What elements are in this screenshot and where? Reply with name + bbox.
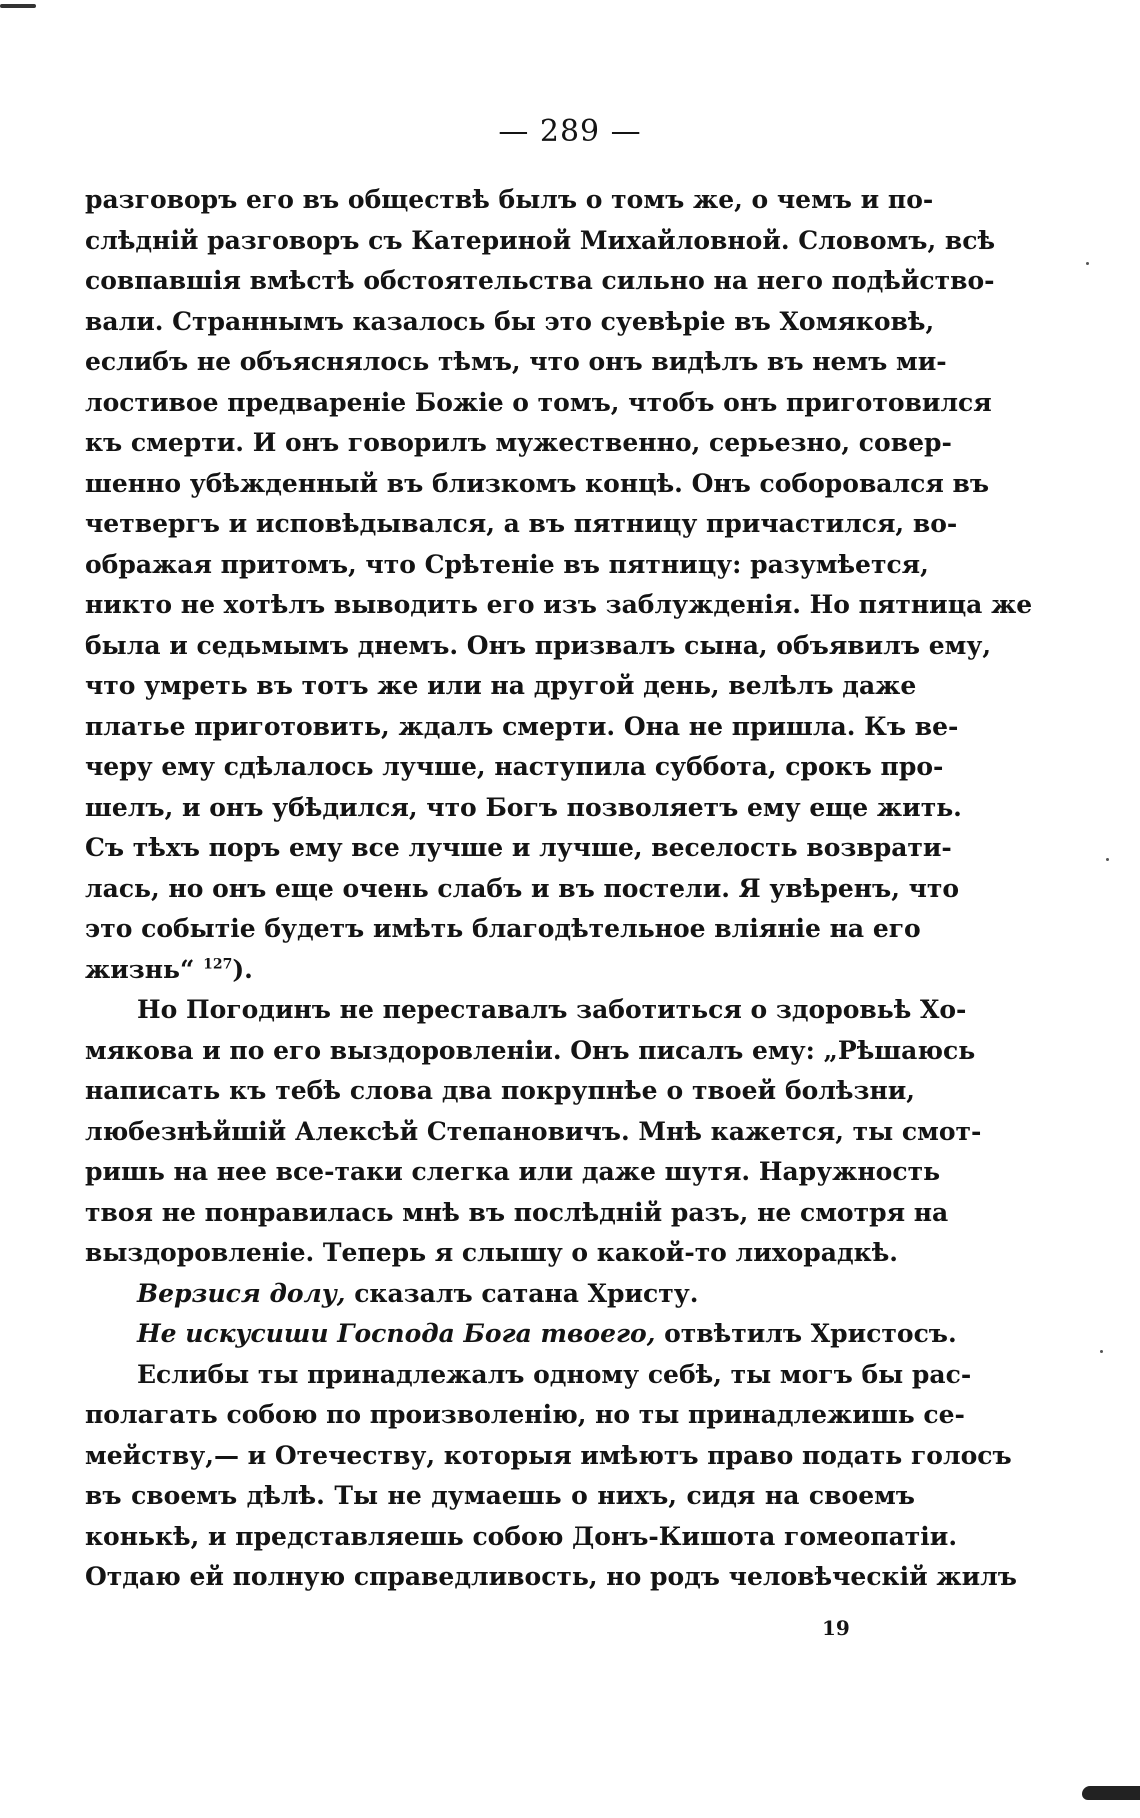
text-line: Но Погодинъ не переставалъ заботиться о здоровьѣ Хо-	[137, 995, 967, 1024]
footnote-reference: 127	[203, 956, 233, 973]
text-line: полагать собою по произволенію, но ты принадлежишь се-	[85, 1400, 965, 1429]
text-line: шенно убѣжденный въ близкомъ концѣ. Онъ соборовался въ	[85, 468, 990, 498]
text-line: Еслибы ты принадлежалъ одному себѣ, ты могъ бы рас-	[137, 1359, 972, 1389]
text-line: шелъ, и онъ убѣдился, что Богъ позволяетъ ему еще жить.	[85, 792, 962, 822]
text-line: въ своемъ дѣлѣ. Ты не думаешь о нихъ, сидя на своемъ	[85, 1481, 915, 1510]
text-line: мякова и по его выздоровленіи. Онъ писалъ ему: „Рѣшаюсь	[85, 1035, 976, 1065]
text-line-last: выздоровленіе. Теперь я слышу о какой-то лихорадкѣ.	[85, 1238, 898, 1267]
text-line: любезнѣйшій Алексѣй Степановичъ. Мнѣ кажется, ты смот-	[85, 1116, 982, 1146]
text-line: Отдаю ей полную справедливость, но родъ человѣческій жилъ	[85, 1562, 1017, 1591]
text-line: что умреть въ тотъ же или на другой день, велѣлъ даже	[85, 671, 917, 700]
scan-speck	[1106, 858, 1109, 861]
paragraph-5	[85, 1355, 1017, 1598]
text-fragment: жизнь“	[85, 954, 195, 984]
scan-edge-mark	[0, 4, 36, 8]
text-line: была и седьмымъ днемъ. Онъ призвалъ сына, объявилъ ему,	[85, 630, 992, 660]
page-number: — 289 —	[498, 114, 642, 149]
text-line: лась, но онъ еще очень слабъ и въ постели. Я увѣренъ, что	[85, 873, 960, 903]
paragraph-3	[85, 1274, 915, 1315]
scan-speck	[1100, 1350, 1103, 1353]
quoted-speech: Верзися долу,	[137, 1278, 346, 1308]
text-line: ришь на нее все-таки слегка или даже шутя. Наружность	[85, 1157, 941, 1186]
text-line: ображая притомъ, что Срѣтеніе въ пятницу: разумѣется,	[85, 549, 929, 579]
scan-speck	[1086, 262, 1089, 265]
text-line: черу ему сдѣлалось лучше, наступила суббота, срокъ про-	[85, 752, 944, 781]
text-line: мейству,— и Отечеству, которыя имѣютъ право подать голосъ	[85, 1440, 1012, 1470]
quoted-speech: Не искусиши Господа Бога твоего,	[137, 1319, 656, 1348]
text-fragment: отвѣтилъ Христосъ.	[655, 1319, 957, 1348]
text-fragment: ).	[232, 954, 253, 984]
body-text	[85, 180, 1033, 1598]
text-line: конькѣ, и представляешь собою Донъ-Кишота гомеопатіи.	[85, 1521, 958, 1551]
text-line: къ смерти. И онъ говорилъ мужественно, серьезно, совер-	[85, 428, 952, 457]
text-line	[85, 1314, 957, 1355]
text-line: твоя не понравилась мнѣ въ послѣдній разъ, не смотря на	[85, 1197, 949, 1227]
text-line: лостивое предвареніе Божіе о томъ, чтобъ онъ приготовился	[85, 387, 992, 417]
text-line: еслибъ не объяснялось тѣмъ, что онъ видѣлъ въ немъ ми-	[85, 347, 947, 376]
text-line: вали. Страннымъ казалось бы это суевѣріе въ Хомяковѣ,	[85, 306, 935, 336]
text-line: платье приготовить, ждалъ смерти. Она не пришла. Къ ве-	[85, 711, 959, 741]
printer-signature-mark: 19	[822, 1616, 850, 1640]
text-line: Съ тѣхъ поръ ему все лучше и лучше, веселость возврати-	[85, 833, 952, 862]
text-line: никто не хотѣлъ выводить его изъ заблужденія. Но пятница же	[85, 590, 1033, 619]
text-line: написать къ тебѣ слова два покрупнѣе о твоей болѣзни,	[85, 1076, 915, 1105]
scan-corner-mark	[1082, 1786, 1140, 1800]
text-line: слѣдній разговоръ съ Катериной Михайловной. Словомъ, всѣ	[85, 225, 996, 255]
paragraph-1	[85, 180, 1033, 990]
text-line: разговоръ его въ обществѣ былъ о томъ же, о чемъ и по-	[85, 185, 934, 214]
paragraph-4	[85, 1314, 957, 1355]
text-line: четвергъ и исповѣдывался, а въ пятницу причастился, во-	[85, 509, 958, 538]
text-line: совпавшія вмѣстѣ обстоятельства сильно на него подѣйство-	[85, 266, 995, 295]
paragraph-2	[85, 990, 982, 1274]
text-line: это событіе будетъ имѣть благодѣтельное вліяніе на его	[85, 914, 921, 943]
text-fragment: сказалъ сатана Христу.	[345, 1278, 699, 1308]
text-line	[85, 1274, 915, 1315]
text-line-last	[85, 950, 915, 991]
